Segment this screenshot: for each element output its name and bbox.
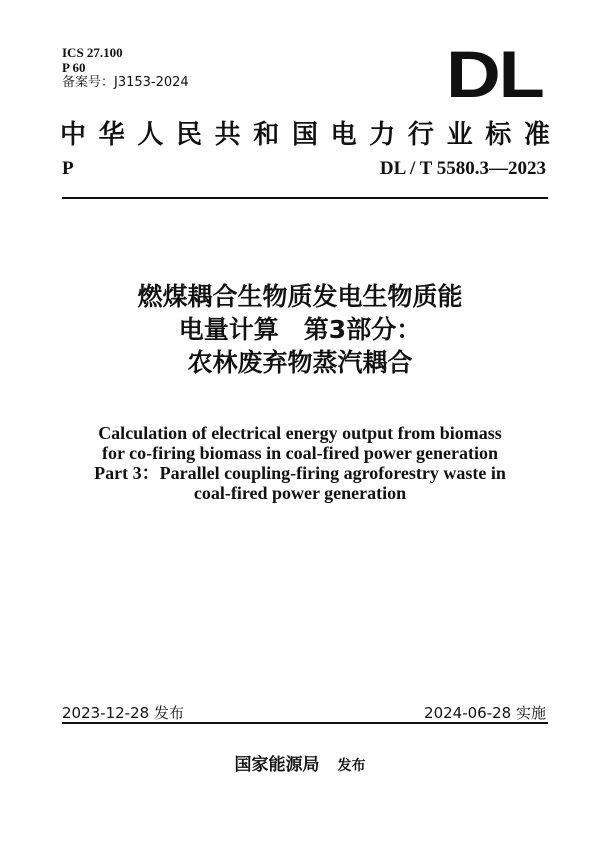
publisher-line <box>0 750 600 775</box>
char: 和 <box>253 120 280 150</box>
meta-block <box>62 45 189 90</box>
cn-title-line: 农林废弃物蒸汽耦合 <box>187 348 413 377</box>
en-title-line: Calculation of electrical energy output from biomass <box>98 423 502 443</box>
publisher: 国家能源局 <box>234 755 320 775</box>
header-divider <box>62 197 548 199</box>
char: 共 <box>214 120 241 150</box>
en-title-line: coal-fired power generation <box>193 483 407 503</box>
english-title <box>0 423 600 503</box>
record-number: 备案号：J3153-2024 <box>62 75 189 90</box>
ics-code: ICS 27.100 <box>62 45 123 60</box>
footer-divider <box>62 722 548 724</box>
cn-title-line: 燃煤耦合生物质发电生物质能 <box>137 282 463 311</box>
char: 中 <box>60 120 87 150</box>
dl-logo: DL <box>446 37 543 111</box>
char: 标 <box>485 120 512 150</box>
char: 华 <box>98 120 125 150</box>
standard-number: DL / T 5580.3—2023 <box>379 158 546 179</box>
cn-title-line: 电量计算 第3部分： <box>178 315 422 344</box>
char: 行 <box>407 120 434 150</box>
char: 准 <box>523 120 550 150</box>
classification: P <box>62 158 74 179</box>
char: 民 <box>175 120 202 150</box>
ccs-code: P 60 <box>62 60 86 75</box>
char: 力 <box>369 120 396 150</box>
en-title-line: for co-firing biomass in coal-fired power generation <box>102 443 498 463</box>
standard-type <box>60 114 550 151</box>
char: 电 <box>330 120 357 150</box>
char: 人 <box>137 120 164 150</box>
effective-date: 2024-06-28 实施 <box>424 704 546 722</box>
char: 业 <box>446 120 473 150</box>
char: 国 <box>291 120 318 150</box>
publish-label: 发布 <box>337 758 366 774</box>
en-title-line: Part 3：Parallel coupling-firing agroforestry waste in <box>94 463 506 483</box>
chinese-title <box>0 280 600 379</box>
issue-date: 2023-12-28 发布 <box>62 704 184 722</box>
